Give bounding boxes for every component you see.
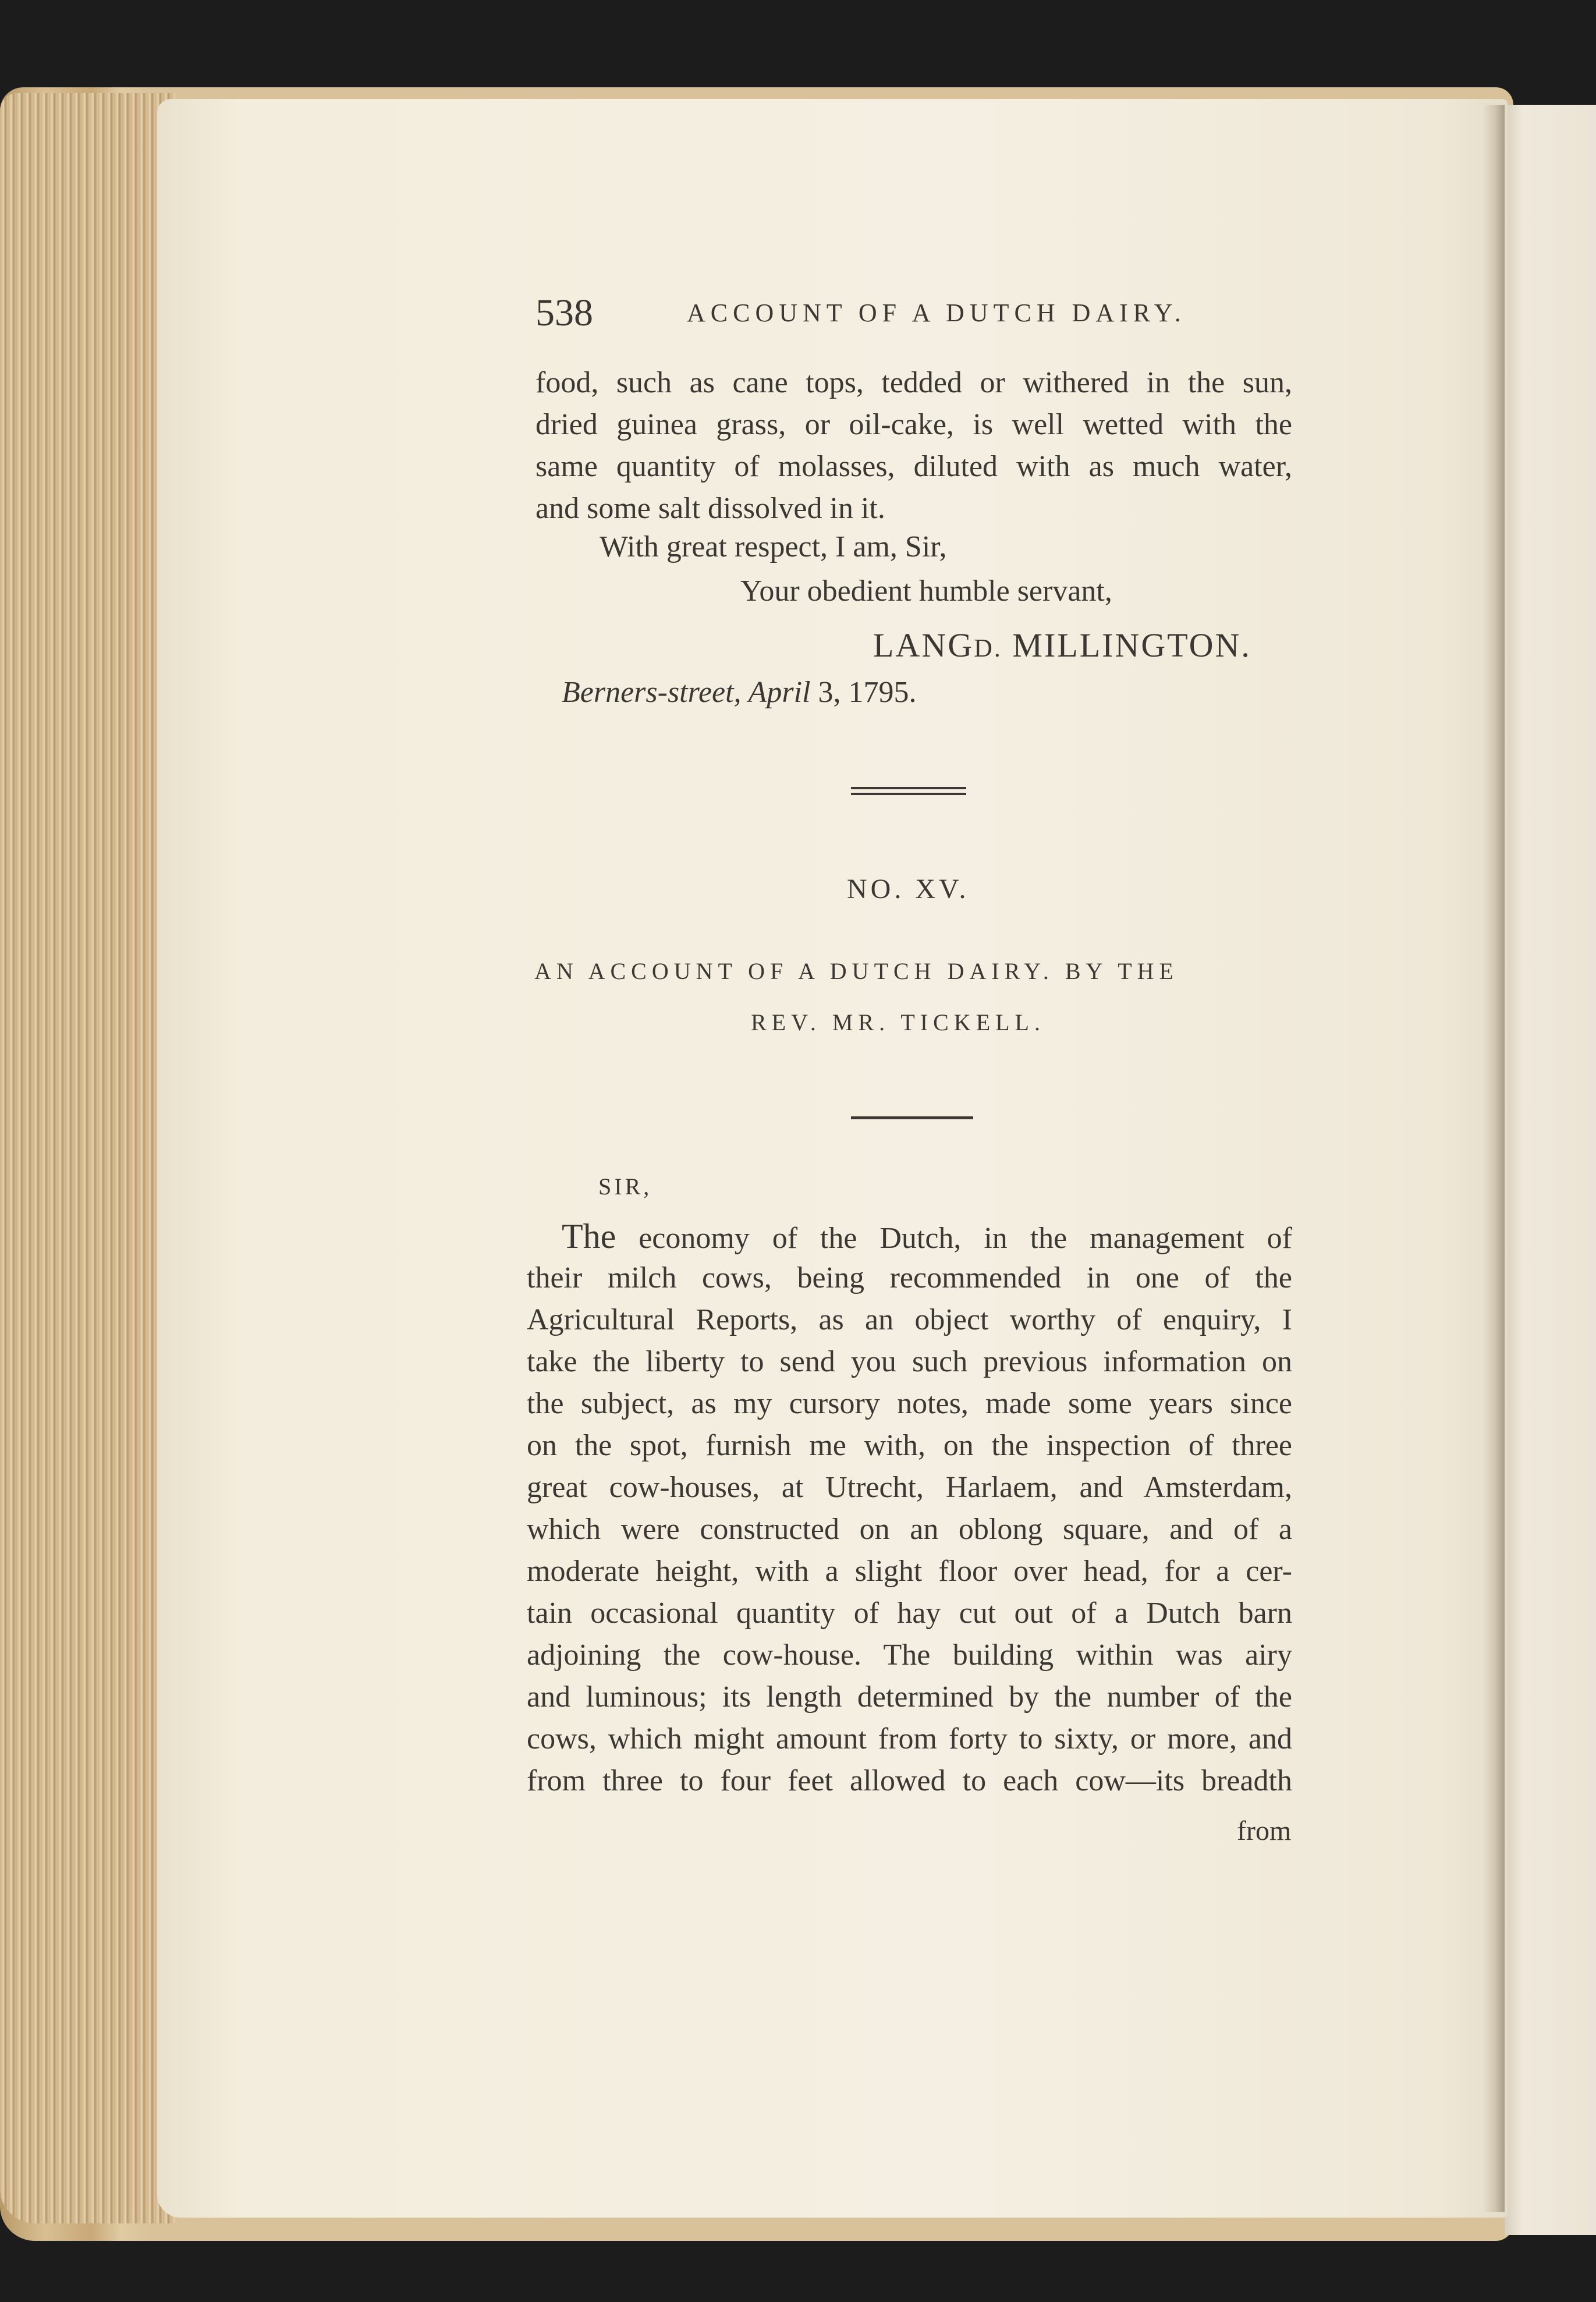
section-title-continued: REV. MR. TICKELL. (751, 1009, 1045, 1035)
place-date-line (562, 675, 917, 710)
text-line: same quantity of molasses, diluted with as much water, (535, 450, 1292, 483)
text-line: Agricultural Reports, as an object worthy of enquiry, I (527, 1303, 1292, 1336)
page-gutter (1481, 105, 1505, 2212)
salutation: SIR, (598, 1173, 652, 1200)
first-word: The (562, 1217, 616, 1255)
text-line: great cow-houses, at Utrecht, Harlaem, and Amsterdam, (527, 1471, 1292, 1504)
page-edges (0, 93, 175, 2223)
place: Berners-street, (562, 676, 742, 709)
facing-page-edge (1505, 105, 1596, 2235)
text-line: take the liberty to send you such previous information on (527, 1345, 1292, 1378)
signature-forename: LANG (873, 626, 974, 664)
text-line: adjoining the cow-house. The building within was airy (527, 1638, 1292, 1672)
text-line: which were constructed on an oblong square, and of a (527, 1513, 1292, 1546)
text-line-first (562, 1215, 1292, 1260)
text-line: and some salt dissolved in it. (535, 492, 885, 525)
text-line: and luminous; its length determined by the number of the (527, 1680, 1292, 1714)
text-line: from three to four feet allowed to each cow—its breadth (527, 1764, 1292, 1797)
text-line: on the spot, furnish me with, on the inspection of three (527, 1429, 1292, 1462)
page-number: 538 (535, 292, 593, 334)
signature (873, 626, 1251, 665)
section-number: NO. XV. (847, 874, 970, 905)
text-line: dried guinea grass, or oil-cake, is well wetted with the (535, 408, 1292, 441)
text-line: food, such as cane tops, tedded or withered in the sun, (535, 366, 1292, 399)
closing-line: With great respect, I am, Sir, (600, 530, 947, 563)
month: April (748, 676, 811, 709)
text-line: their milch cows, being recommended in one of the (527, 1261, 1292, 1294)
first-line-rest: economy of the Dutch, in the management of (639, 1222, 1293, 1255)
heading-rule (851, 1116, 973, 1119)
text-line: the subject, as my cursory notes, made some years since (527, 1387, 1292, 1420)
date: 3, 1795. (818, 676, 917, 709)
catchword: from (1237, 1815, 1292, 1846)
text-line: tain occasional quantity of hay cut out of a Dutch barn (527, 1597, 1292, 1630)
text-line: moderate height, with a slight floor over head, for a cer- (527, 1555, 1292, 1588)
text-line: cows, which might amount from forty to sixty, or more, and (527, 1722, 1292, 1755)
closing-line: Your obedient humble servant, (740, 574, 1112, 608)
running-head-title: ACCOUNT OF A DUTCH DAIRY. (687, 299, 1186, 327)
signature-forename-suffix: D. (974, 634, 1002, 662)
section-divider (851, 787, 966, 795)
section-title: AN ACCOUNT OF A DUTCH DAIRY. BY THE (534, 958, 1179, 984)
signature-surname: MILLINGTON. (1012, 626, 1251, 664)
